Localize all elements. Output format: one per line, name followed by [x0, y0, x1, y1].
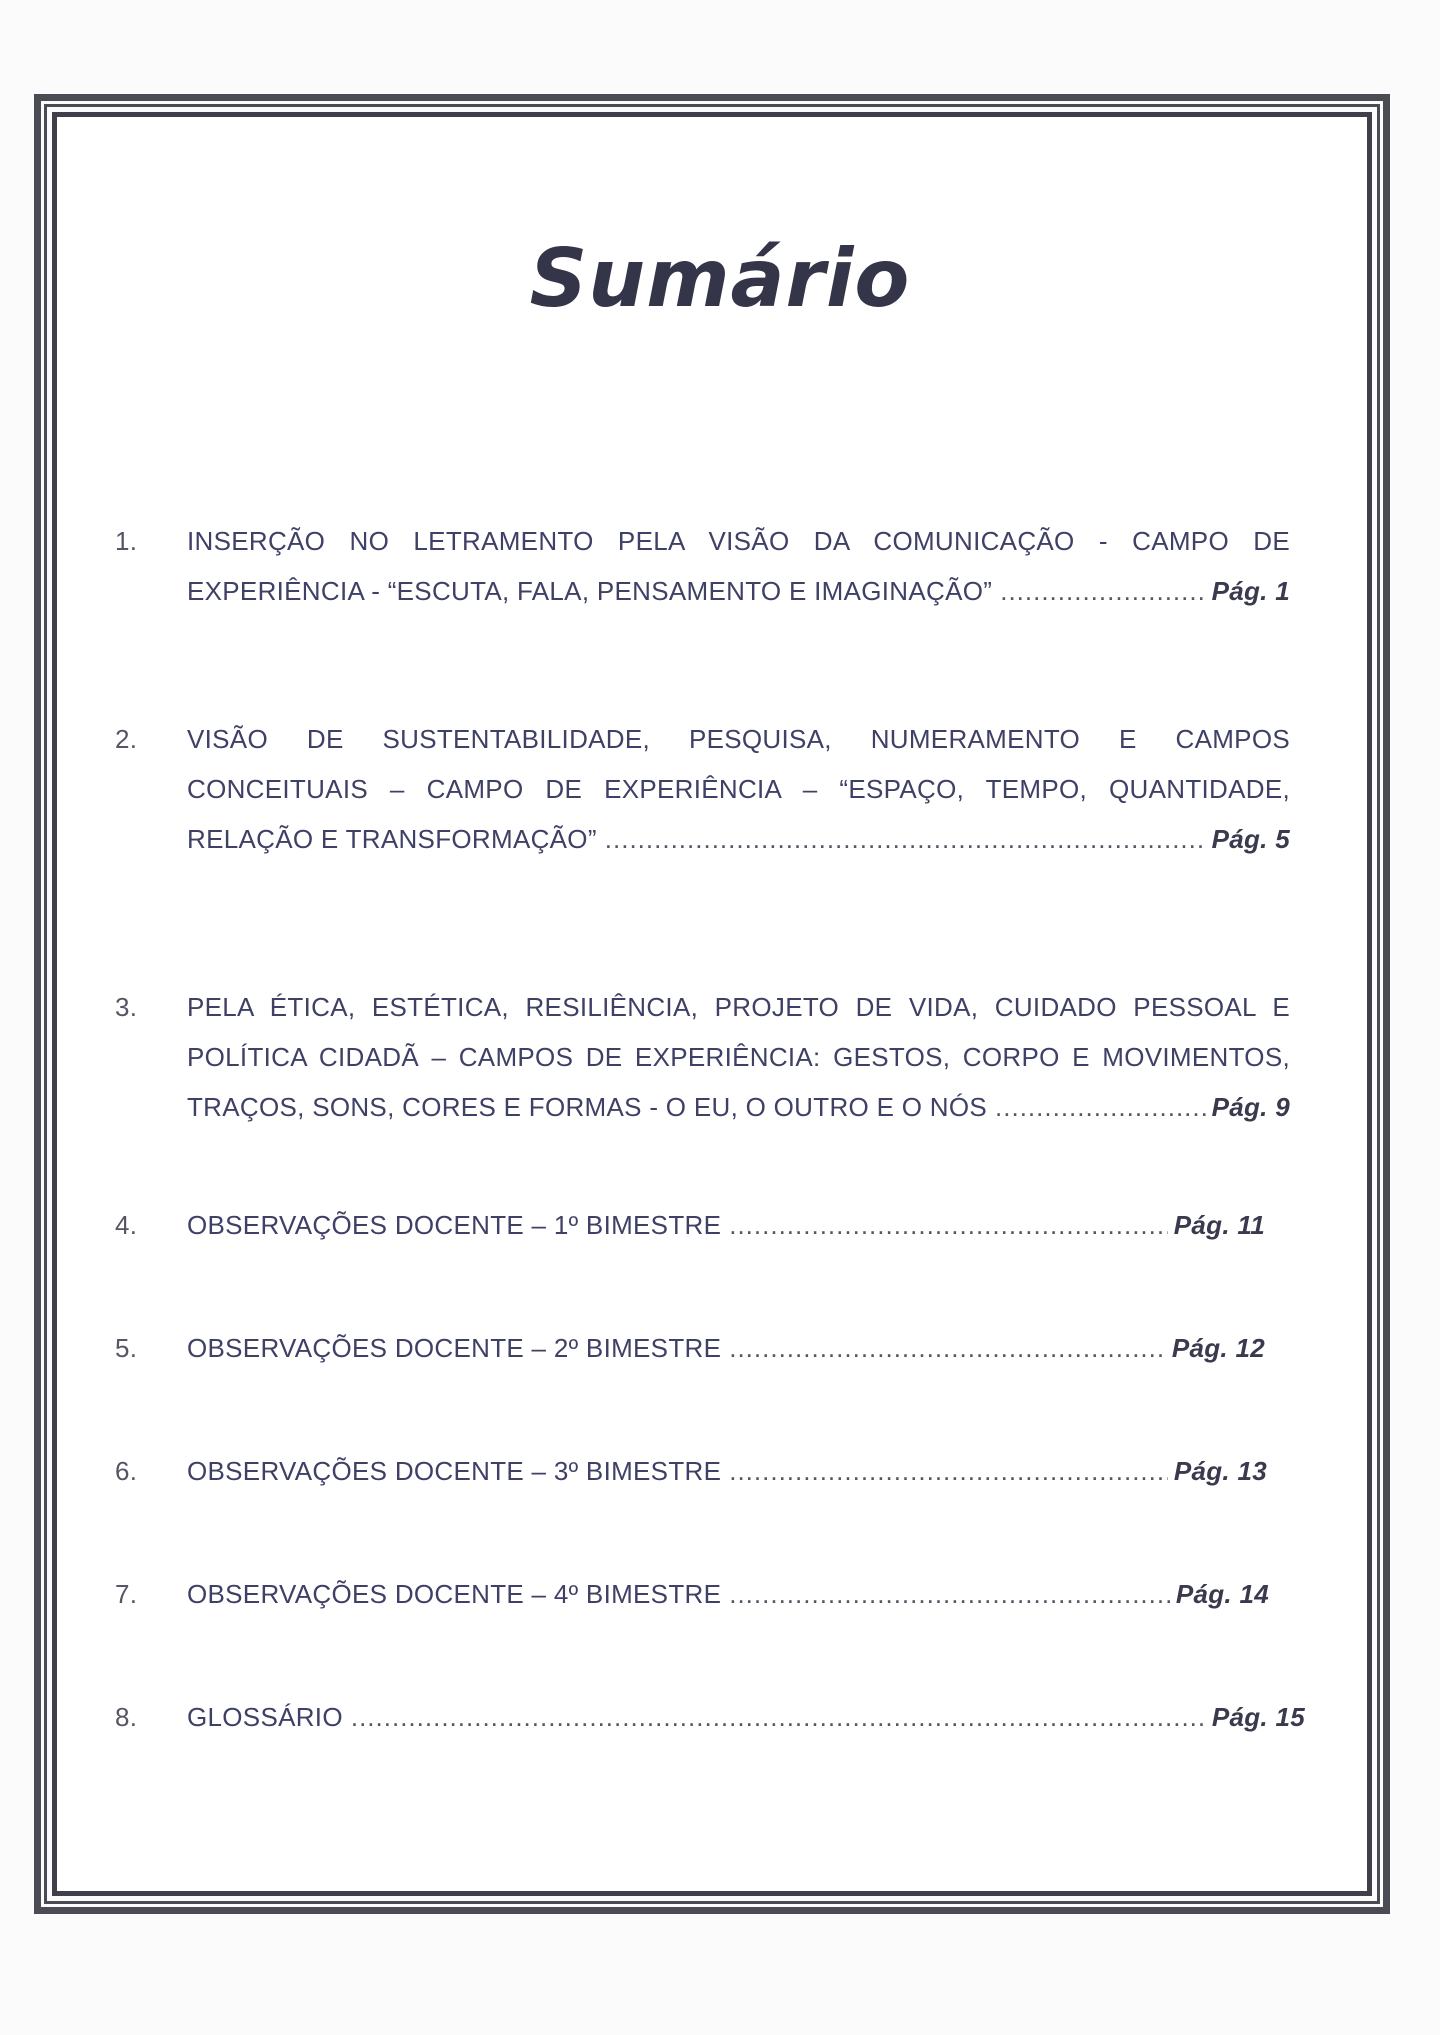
dot-leader: [605, 814, 1206, 864]
toc-entry-number: 8.: [115, 1702, 138, 1732]
toc-page-number: Pág. 11: [1173, 1210, 1265, 1240]
toc-entry-2[interactable]: [115, 714, 1290, 864]
toc-entry-3[interactable]: [115, 982, 1290, 1132]
dot-leader: [729, 1446, 1168, 1496]
toc-page-number: Pág. 15: [1211, 1702, 1305, 1732]
toc-page-number: Pág. 13: [1173, 1456, 1267, 1486]
toc-entry-1[interactable]: [115, 516, 1290, 616]
toc-page-number: Pág. 14: [1175, 1579, 1269, 1609]
dot-leader: [351, 1692, 1206, 1742]
toc-entry-number: 7.: [115, 1579, 138, 1609]
toc-entry-4[interactable]: [115, 1200, 1265, 1250]
toc-entry-line: CONCEITUAIS – CAMPO DE EXPERIÊNCIA – “ESPAÇO, TEMPO, QUANTIDADE,: [187, 774, 1290, 804]
toc-entry-line: VISÃO DE SUSTENTABILIDADE, PESQUISA, NUMERAMENTO E CAMPOS: [187, 724, 1290, 754]
toc-entry-line: OBSERVAÇÕES DOCENTE – 2º BIMESTRE: [187, 1333, 722, 1363]
dot-leader: [1000, 566, 1205, 616]
toc-entry-line: OBSERVAÇÕES DOCENTE – 3º BIMESTRE: [187, 1456, 722, 1486]
toc-entry-6[interactable]: [115, 1446, 1267, 1496]
toc-page-number: Pág. 1: [1211, 576, 1290, 606]
dot-leader: [729, 1323, 1166, 1373]
toc-entry-7[interactable]: [115, 1569, 1269, 1619]
toc-entry-line: POLÍTICA CIDADÃ – CAMPOS DE EXPERIÊNCIA: GESTOS, CORPO E MOVIMENTOS,: [187, 1042, 1290, 1072]
toc-entry-number: 1.: [115, 526, 138, 556]
toc-page-number: Pág. 5: [1211, 824, 1290, 854]
toc-entry-number: 5.: [115, 1333, 138, 1363]
toc-entry-8[interactable]: [115, 1692, 1305, 1742]
toc-entry-number: 6.: [115, 1456, 138, 1486]
toc-entry-line: OBSERVAÇÕES DOCENTE – 4º BIMESTRE: [187, 1579, 722, 1609]
toc-entry-line: RELAÇÃO E TRANSFORMAÇÃO”: [187, 824, 597, 854]
toc-page-number: Pág. 9: [1211, 1092, 1290, 1122]
toc-entry-line: OBSERVAÇÕES DOCENTE – 1º BIMESTRE: [187, 1210, 722, 1240]
toc-entry-number: 2.: [115, 724, 138, 754]
toc-entry-number: 4.: [115, 1210, 138, 1240]
toc-entry-line: PELA ÉTICA, ESTÉTICA, RESILIÊNCIA, PROJETO DE VIDA, CUIDADO PESSOAL E: [187, 992, 1290, 1022]
toc-entry-line: EXPERIÊNCIA - “ESCUTA, FALA, PENSAMENTO E IMAGINAÇÃO”: [187, 576, 993, 606]
dot-leader: [729, 1200, 1168, 1250]
toc-entry-line: TRAÇOS, SONS, CORES E FORMAS - O EU, O OUTRO E O NÓS: [187, 1092, 988, 1122]
toc-entry-line: GLOSSÁRIO: [187, 1702, 343, 1732]
page-title: Sumário: [529, 232, 911, 325]
toc-page-number: Pág. 12: [1171, 1333, 1265, 1363]
toc-entry-line: INSERÇÃO NO LETRAMENTO PELA VISÃO DA COMUNICAÇÃO - CAMPO DE: [187, 526, 1290, 556]
dot-leader: [729, 1569, 1170, 1619]
dot-leader: [995, 1082, 1206, 1132]
toc-entry-5[interactable]: [115, 1323, 1265, 1373]
toc-entry-number: 3.: [115, 992, 138, 1022]
